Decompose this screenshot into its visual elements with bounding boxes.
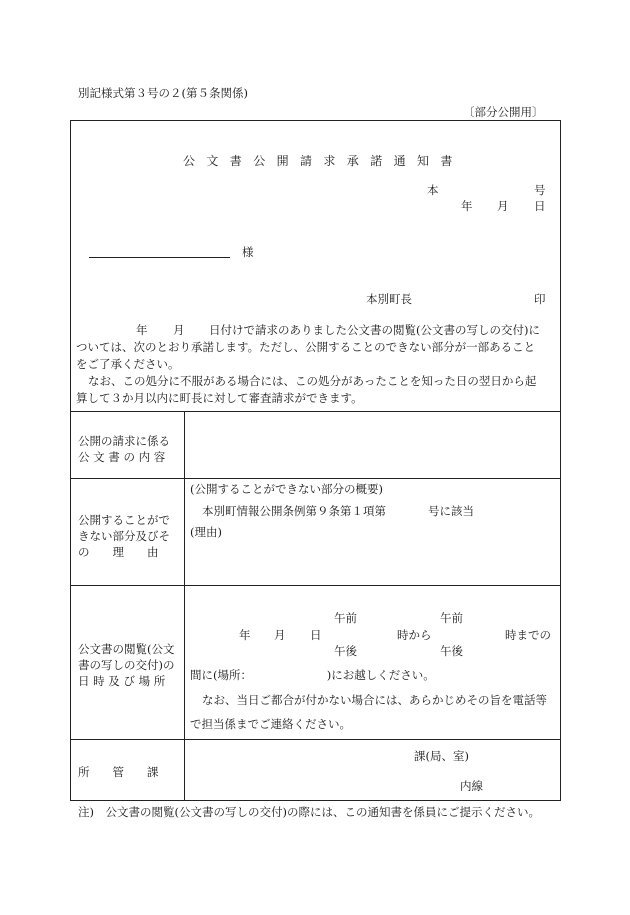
schedule-label-3: 日 時 及 び 場 所 (78, 674, 166, 688)
label-column-divider (184, 411, 185, 801)
row-divider-1 (70, 411, 561, 412)
body-line-2: ついては、次のとおり承諾します。ただし、公開することのできない部分が一部あること (76, 340, 536, 354)
seal-mark: 印 (534, 292, 546, 306)
body-line-3: をご了承ください。 (76, 357, 180, 371)
body-date-month: 月 (173, 323, 185, 337)
form-reference: 別記様式第３号の２(第５条関係) (78, 86, 248, 100)
schedule-day: 日 (310, 628, 322, 642)
number-go: 号 (534, 183, 546, 197)
number-hon: 本 (427, 183, 439, 197)
schedule-label-2: 書の写しの交付)の (78, 658, 175, 672)
schedule-place: 間に(場所： )にお越しください。 (190, 668, 435, 682)
nondisclosure-label-3: の 理 由 (78, 545, 159, 559)
body-line-1: 日付けで請求のありました公文書の閲覧(公文書の写しの交付)に (209, 323, 540, 337)
date-day: 日 (534, 199, 546, 213)
addressee-line (89, 257, 230, 258)
body-line-5: 算して３か月以内に町長に対して審査請求ができます。 (76, 391, 363, 405)
row-divider-3 (70, 585, 561, 586)
form-type: 〔部分公開用〕 (463, 105, 544, 119)
footnote: 注) 公文書の閲覧(公文書の写しの交付)の際には、この通知書を係員にご提示ください。 (78, 805, 540, 819)
schedule-note-2: で担当係までご連絡ください。 (190, 717, 351, 731)
department-section: 課(局、室) (414, 749, 469, 763)
schedule-pm-2: 午後 (440, 644, 463, 658)
nondisclosure-summary: (公開することができない部分の概要) (190, 482, 383, 496)
body-line-4: なお、この処分に不服がある場合には、この処分があったことを知った日の翌日から起 (88, 374, 537, 388)
nondisclosure-label-2: きない部分及びそ (78, 529, 170, 543)
date-year: 年 (461, 199, 473, 213)
issuer-name: 本別町長 (366, 292, 412, 306)
date-month: 月 (497, 199, 509, 213)
schedule-am-2: 午前 (440, 611, 463, 625)
nondisclosure-clause-a: 本別町情報公開条例第９条第１項第 (202, 504, 386, 518)
schedule-from: 時から (397, 628, 432, 642)
schedule-month: 月 (274, 628, 286, 642)
row-divider-4 (70, 739, 561, 740)
body-date-year: 年 (136, 323, 148, 337)
schedule-note-1: なお、当日ご都合が付かない場合には、あらかじめその旨を電話等 (202, 693, 547, 707)
schedule-until: 時までの (505, 628, 551, 642)
addressee-suffix: 様 (242, 245, 254, 259)
nondisclosure-label-1: 公開することがで (78, 513, 170, 527)
row-divider-2 (70, 478, 561, 479)
department-label: 所 管 課 (78, 765, 159, 779)
schedule-pm-1: 午後 (334, 644, 357, 658)
nondisclosure-clause-b: 号に該当 (428, 504, 474, 518)
department-extension: 内線 (460, 779, 483, 793)
content-label-1: 公開の請求に係る (78, 434, 170, 448)
nondisclosure-reason: (理由) (190, 525, 222, 539)
schedule-am-1: 午前 (334, 611, 357, 625)
schedule-year: 年 (239, 628, 251, 642)
schedule-label-1: 公文書の閲覧(公文 (78, 642, 175, 656)
document-title: 公文書公開請求承諾通知書 (183, 154, 464, 168)
content-label-2: 公 文 書 の 内 容 (78, 450, 166, 464)
